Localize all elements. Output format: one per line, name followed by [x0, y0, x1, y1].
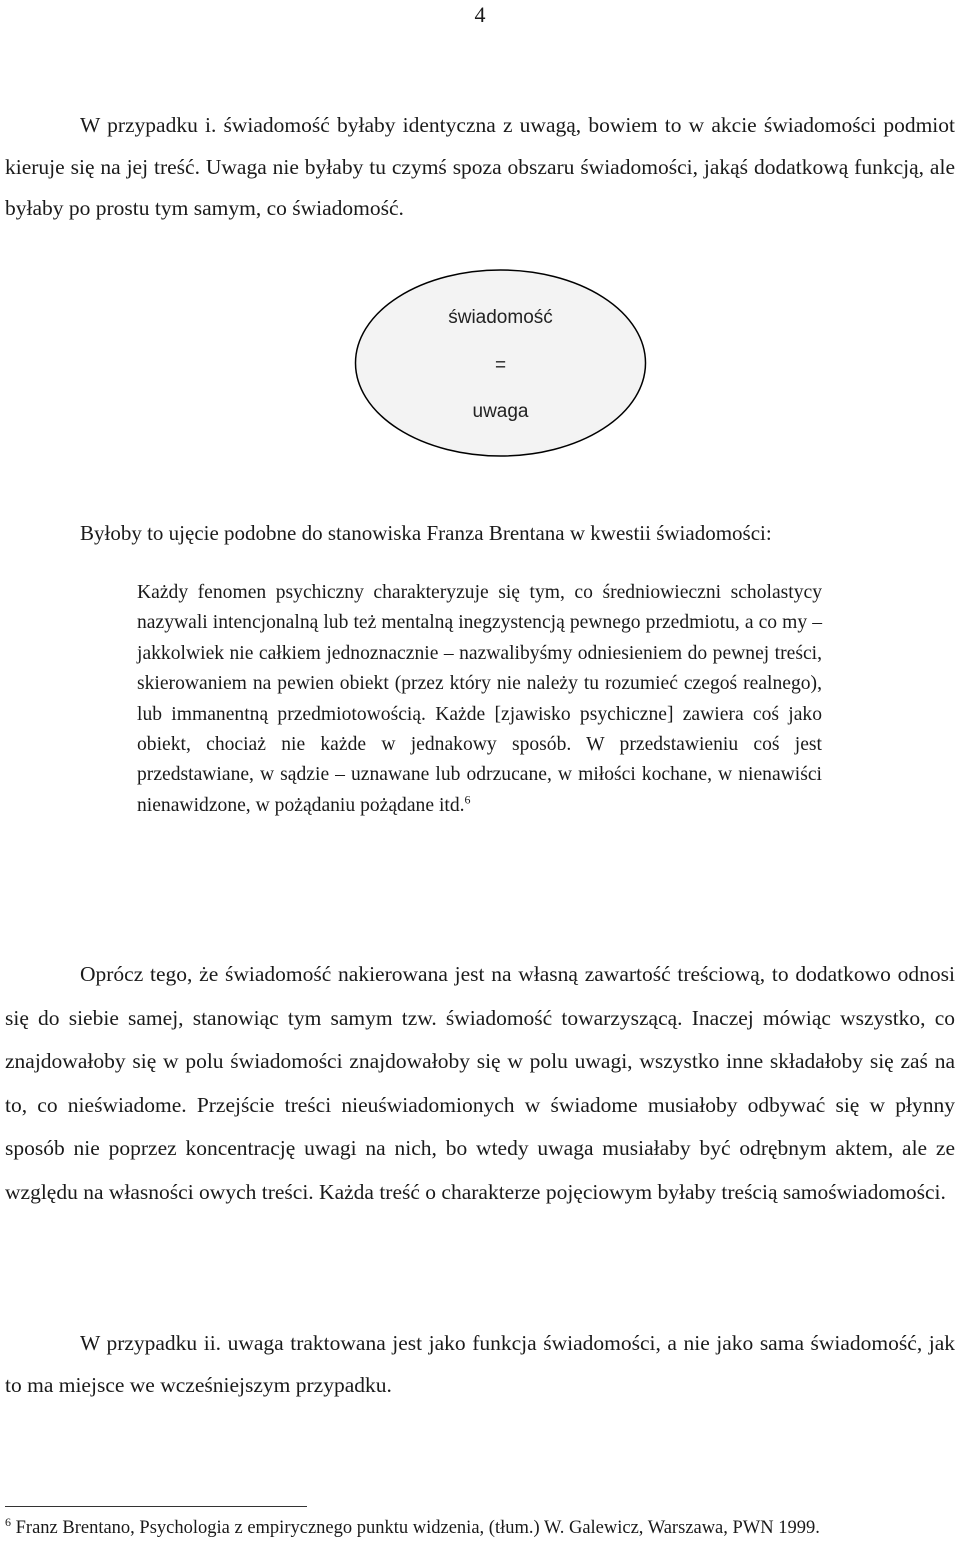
footnote-reference[interactable]: 6	[464, 792, 471, 807]
footnote-number: 6	[5, 1514, 11, 1529]
brentano-quote	[137, 578, 822, 821]
paragraph-case-ii: W przypadku ii. uwaga traktowana jest jako funkcja świadomości, a nie jako sama świadomość, jak to ma miejsce we wcześniejszym przypadku.	[5, 1331, 955, 1397]
footnote-text: Franz Brentano, Psychologia z empirycznego punktu widzenia, (tłum.) W. Galewicz, Warszawa, PWN 1999.	[15, 1518, 820, 1538]
paragraph-case-i: W przypadku i. świadomość byłaby identyczna z uwagą, bowiem to w akcie świadomości podmiot kieruje się na jej treść. Uwaga nie byłaby tu czymś spoza obszaru świadomości, jakąś dodatkową funkcją, ale byłaby po prostu tym samym, co świadomość.	[5, 113, 955, 220]
footnote	[5, 1516, 955, 1540]
paragraph-brentano-intro: Byłoby to ujęcie podobne do stanowiska Franza Brentana w kwestii świadomości:	[80, 521, 772, 545]
footnote-separator	[5, 1506, 307, 1507]
consciousness-attention-diagram	[354, 268, 647, 458]
diagram-label-equals: =	[494, 355, 507, 376]
diagram-label-consciousness: świadomość	[448, 307, 553, 328]
paragraph-accompanying-consciousness: Oprócz tego, że świadomość nakierowana jest na własną zawartość treściową, to dodatkowo odnosi się do siebie samej, stanowiąc tym samym tzw. świadomość towarzyszącą. Inaczej mówiąc wszystko, co znajdowałoby się w polu świadomości znajdowałoby się w polu uwagi, wszystko inne składałoby się zaś na to, co nieświadome. Przejście treści nieuświadomionych w świadome musiałoby odbywać się w płynny sposób nie poprzez koncentrację uwagi na nich, bo wtedy uwaga musiałaby być odrębnym aktem, ale ze względu na własności owych treści. Każda treść o charakterze pojęciowym byłaby treścią samoświadomości.	[5, 962, 955, 1204]
diagram-label-attention: uwaga	[472, 401, 529, 422]
quote-text: Każdy fenomen psychiczny charakteryzuje się tym, co średniowieczni scholastycy nazywali intencjonalną lub też mentalną inegzystencją pewnego przedmiotu, a co my – jakkolwiek nie całkiem jednoznacznie – nazwalibyśmy odniesieniem do pewnej treści, skierowaniem na pewien obiekt (przez który nie należy tu rozumieć czegoś realnego), lub immanentną przedmiotowością. Każde [zjawisko psychiczne] zawiera coś jako obiekt, chociaż nie każde w jednakowy sposób. W przedstawieniu coś jest przedstawiane, w sądzie – uznawane lub odrzucane, w miłości kochane, w nienawiści nienawidzone, w pożądaniu pożądane itd.	[137, 582, 822, 816]
page-number: 4	[474, 2, 486, 27]
